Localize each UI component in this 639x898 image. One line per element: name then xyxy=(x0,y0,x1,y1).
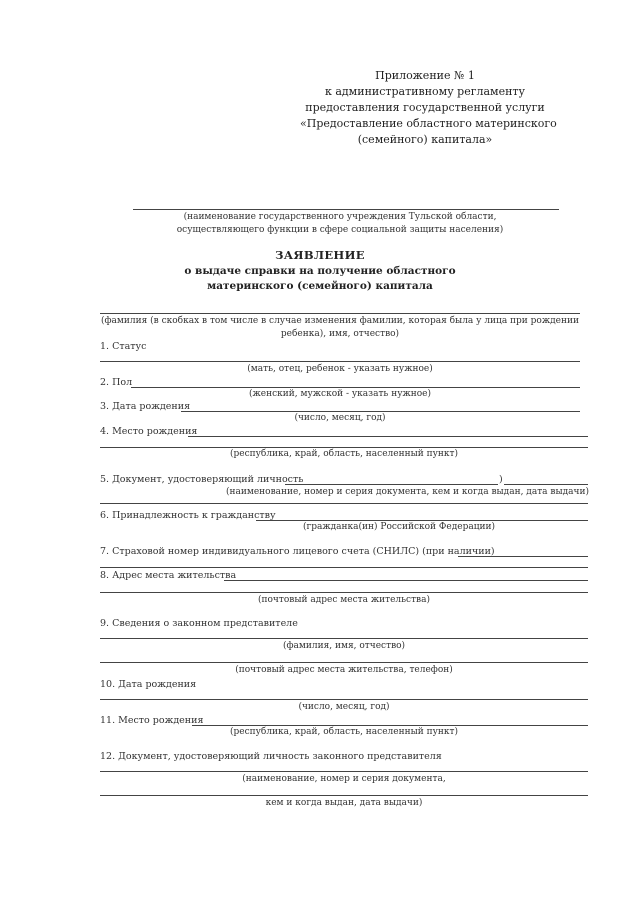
representative-label: 9. Сведения о законном представителе xyxy=(100,618,298,629)
birth-date-field-line[interactable] xyxy=(181,411,580,412)
address-field-line-2[interactable] xyxy=(100,592,588,593)
document-subtitle: о выдаче справки на получение областного xyxy=(184,265,456,277)
birth-date-label: 3. Дата рождения xyxy=(100,401,191,412)
identity-doc-close-paren: ) xyxy=(499,474,503,485)
rep-identity-doc-field-line-2[interactable] xyxy=(100,795,588,796)
appendix-line: к административному регламенту xyxy=(324,85,525,98)
rep-identity-doc-hint-2: кем и когда выдан, дата выдачи) xyxy=(265,798,423,808)
representative-address-field-line[interactable] xyxy=(100,662,588,663)
citizenship-label: 6. Принадлежность к гражданству xyxy=(100,510,276,521)
status-hint: (мать, отец, ребенок - указать нужное) xyxy=(247,364,433,374)
rep-birth-place-hint: (республика, край, область, населенный пункт) xyxy=(229,727,458,737)
representative-name-field-line[interactable] xyxy=(100,638,588,639)
institution-caption: осуществляющего функции в сфере социальной защиты населения) xyxy=(176,225,504,235)
status-label: 1. Статус xyxy=(100,341,147,352)
identity-doc-hint: (наименование, номер и серия документа, кем и когда выдан, дата выдачи) xyxy=(225,487,590,497)
birth-place-field-line[interactable] xyxy=(188,436,588,437)
citizenship-hint: (гражданка(ин) Российской Федерации) xyxy=(303,522,495,532)
snils-field-line-2[interactable] xyxy=(100,567,588,568)
appendix-line: Приложение № 1 xyxy=(375,69,475,82)
representative-address-hint: (почтовый адрес места жительства, телефон) xyxy=(235,665,453,675)
identity-doc-label: 5. Документ, удостоверяющий личность xyxy=(100,474,304,485)
rep-identity-doc-hint: (наименование, номер и серия документа, xyxy=(242,774,446,784)
full-name-caption: ребенка), имя, отчество) xyxy=(280,329,400,339)
birth-date-hint: (число, месяц, год) xyxy=(294,413,386,423)
appendix-line: предоставления государственной услуги xyxy=(305,101,545,114)
snils-field-line[interactable] xyxy=(458,556,588,557)
status-field-line[interactable] xyxy=(100,361,580,362)
rep-birth-place-label: 11. Место рождения xyxy=(100,715,204,726)
rep-identity-doc-label: 12. Документ, удостоверяющий личность законного представителя xyxy=(100,751,442,762)
identity-doc-field-line-3[interactable] xyxy=(100,503,588,504)
birth-place-label: 4. Место рождения xyxy=(100,426,198,437)
rep-birth-date-label: 10. Дата рождения xyxy=(100,679,197,690)
rep-birth-date-hint: (число, месяц, год) xyxy=(298,702,390,712)
appendix-line: «Предоставление областного материнского xyxy=(300,117,557,130)
sex-field-line[interactable] xyxy=(131,387,580,388)
address-label: 8. Адрес места жительства xyxy=(100,570,237,581)
rep-birth-date-field-line[interactable] xyxy=(100,699,588,700)
birth-place-hint: (республика, край, область, населенный пункт) xyxy=(229,449,458,459)
full-name-field-line[interactable] xyxy=(100,313,580,314)
document-subtitle: материнского (семейного) капитала xyxy=(207,280,433,292)
birth-place-field-line-2[interactable] xyxy=(100,447,588,448)
address-field-line[interactable] xyxy=(224,580,588,581)
identity-doc-field-line[interactable] xyxy=(285,484,498,485)
snils-label: 7. Страховой номер индивидуального лицевого счета (СНИЛС) (при наличии) xyxy=(100,546,495,557)
sex-label: 2. Пол xyxy=(100,377,133,388)
representative-name-hint: (фамилия, имя, отчество) xyxy=(282,641,406,651)
citizenship-field-line[interactable] xyxy=(256,520,588,521)
rep-birth-place-field-line[interactable] xyxy=(192,725,588,726)
appendix-header xyxy=(300,68,557,148)
sex-hint: (женский, мужской - указать нужное) xyxy=(248,389,432,399)
institution-field-line[interactable] xyxy=(133,209,559,210)
full-name-caption: (фамилия (в скобках в том числе в случае изменения фамилии, которая была у лица при рождении xyxy=(100,316,579,326)
rep-identity-doc-field-line[interactable] xyxy=(100,771,588,772)
institution-caption: (наименование государственного учреждения Тульской области, xyxy=(183,212,497,222)
address-hint: (почтовый адрес места жительства) xyxy=(258,595,430,605)
identity-doc-field-line-2[interactable] xyxy=(504,484,588,485)
document-title: ЗАЯВЛЕНИЕ xyxy=(275,248,365,262)
appendix-line: (семейного) капитала» xyxy=(357,133,493,146)
